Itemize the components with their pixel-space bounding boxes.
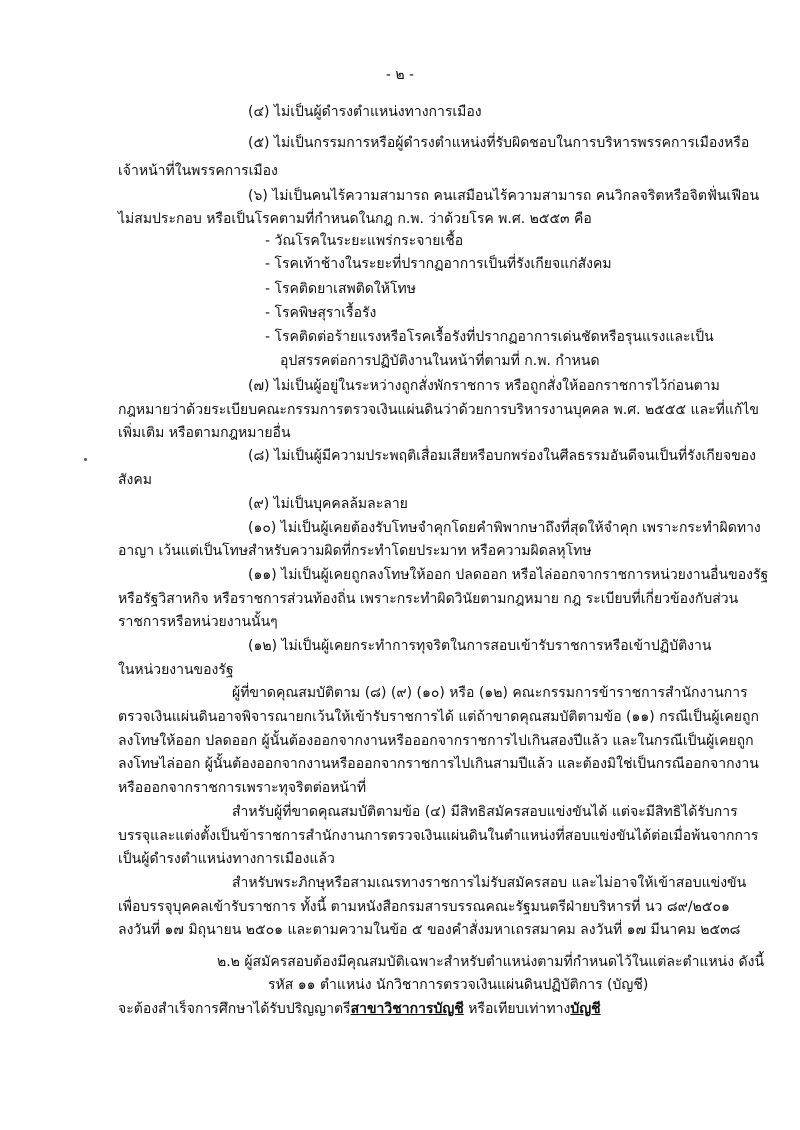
text-line: สำหรับพระภิกษุหรือสามเณรทางราชการไม่รับสมัครสอบ และไม่อาจให้เข้าสอบแข่งขัน (232, 875, 747, 891)
text-line: (๖) ไม่เป็นคนไร้ความสามารถ คนเสมือนไร้ความสามารถ คนวิกลจริตหรือจิตฟั่นเฟือน (248, 188, 760, 204)
text-line: เป็นผู้ดำรงตำแหน่งทางการเมืองแล้ว (118, 851, 335, 867)
final-line-prefix: จะต้องสำเร็จการศึกษาได้รับปริญญาตรี (118, 1001, 351, 1017)
text-line: (๑๐) ไม่เป็นผู้เคยต้องรับโทษจำคุกโดยคำพิพากษาถึงที่สุดให้จำคุก เพราะกระทำผิดทาง (248, 520, 761, 536)
text-line: หรือออกจากราชการเพราะทุจริตต่อหน้าที่ (118, 780, 367, 796)
text-line: ในหน่วยงานของรัฐ (118, 662, 234, 678)
text-line: ลงโทษให้ออก ปลดออก ผู้นั้นต้องออกจากงานหรือออกจากราชการไปเกินสองปีแล้ว และในกรณีเป็นผู้เคยถูก (118, 733, 754, 749)
text-line: ตรวจเงินแผ่นดินอาจพิจารณายกเว้นให้เข้ารับราชการได้ แต่ถ้าขาดคุณสมบัติตามข้อ (๑๑) กรณีเป็นผู้เคยถูก (118, 709, 759, 725)
text-line: บรรจุและแต่งตั้งเป็นข้าราชการสำนักงานการตรวจเงินแผ่นดินในตำแหน่งที่สอบแข่งขันได้ต่อเมื่อพ้นจากการ (118, 828, 759, 844)
list-item: - วัณโรคในระยะแพร่กระจายเชื้อ (265, 233, 464, 249)
text-line: ผู้ที่ขาดคุณสมบัติตาม (๘) (๙) (๑๐) หรือ (๑๒) คณะกรรมการข้าราชการสำนักงานการ (232, 685, 748, 701)
text-line: ราชการหรือหน่วยงานนั้นๆ (118, 614, 278, 630)
text-line: ไม่สมประกอบ หรือเป็นโรคตามที่กำหนดในกฎ ก.พ. ว่าด้วยโรค พ.ศ. ๒๕๕๓ คือ (118, 211, 592, 227)
list-item: - โรคติดต่อร้ายแรงหรือโรคเรื้อรังที่ปรากฏอาการเด่นชัดหรือรุนแรงและเป็น (265, 329, 714, 345)
text-line: รหัส ๑๑ ตำแหน่ง นักวิชาการตรวจเงินแผ่นดินปฏิบัติการ (บัญชี) (268, 977, 649, 993)
list-item: - โรคติดยาเสพติดให้โทษ (265, 281, 416, 297)
scan-speck (84, 458, 87, 461)
text-line: (๑๒) ไม่เป็นผู้เคยกระทำการทุจริตในการสอบเข้ารับราชการหรือเข้าปฏิบัติงาน (248, 638, 712, 654)
text-line: ลงวันที่ ๑๗ มิถุนายน ๒๕๐๑ และตามความในข้อ ๕ ของคำสั่งมหาเถรสมาคม ลงวันที่ ๑๗ มีนาคม ๒๕๓๘ (118, 922, 741, 938)
text-line: เพื่อบรรจุบุคคลเข้ารับราชการ ทั้งนี้ ตามหนังสือกรมสารบรรณคณะรัฐมนตรีฝ่ายบริหารที่ นว ๘๙/๒๕๐๑ (118, 899, 730, 915)
text-line: สำหรับผู้ที่ขาดคุณสมบัติตามข้อ (๔) มีสิทธิสมัครสอบแข่งขันได้ แต่จะมีสิทธิได้รับการ (232, 804, 738, 820)
text-line: (๘) ไม่เป็นผู้มีความประพฤติเสื่อมเสียหรือบกพร่องในศีลธรรมอันดีจนเป็นที่รังเกียจของ (248, 448, 757, 464)
final-requirement-line (118, 1000, 601, 1018)
field-underlined: บัญชี (570, 1001, 601, 1017)
text-line: (๙) ไม่เป็นบุคคลล้มละลาย (248, 496, 408, 512)
text-line: (๔) ไม่เป็นผู้ดำรงตำแหน่งทางการเมือง (248, 104, 482, 120)
major-underlined: สาขาวิชาการบัญชี (350, 1001, 464, 1017)
text-line: (๕) ไม่เป็นกรรมการหรือผู้ดำรงตำแหน่งที่รับผิดชอบในการบริหารพรรคการเมืองหรือ (248, 135, 750, 151)
text-line: เพิ่มเติม หรือตามกฎหมายอื่น (118, 425, 291, 441)
text-line: กฎหมายว่าด้วยระเบียบคณะกรรมการตรวจเงินแผ่นดินว่าด้วยการบริหารงานบุคคล พ.ศ. ๒๕๕๕ และที่แก้ไข (118, 402, 759, 418)
text-line: (๑๑) ไม่เป็นผู้เคยถูกลงโทษให้ออก ปลดออก หรือไล่ออกจากราชการหน่วยงานอื่นของรัฐ (248, 567, 769, 583)
text-line: อาญา เว้นแต่เป็นโทษสำหรับความผิดที่กระทำโดยประมาท หรือความผิดลหุโทษ (118, 543, 592, 559)
text-line: อุปสรรคต่อการปฏิบัติงานในหน้าที่ตามที่ ก.พ. กำหนด (280, 353, 600, 369)
text-line: (๗) ไม่เป็นผู้อยู่ในระหว่างถูกสั่งพักราชการ หรือถูกสั่งให้ออกราชการไว้ก่อนตาม (248, 378, 720, 394)
text-line: หรือรัฐวิสาหกิจ หรือราชการส่วนท้องถิ่น เพราะกระทำผิดวินัยตามกฎหมาย กฎ ระเบียบที่เกี่ยวข้องกับส่วน (118, 591, 739, 607)
list-item: - โรคพิษสุราเรื้อรัง (265, 305, 377, 321)
text-line: สังคม (118, 472, 152, 488)
text-line: เจ้าหน้าที่ในพรรคการเมือง (118, 163, 278, 179)
final-line-middle: หรือเทียบเท่าทาง (463, 1001, 571, 1017)
text-line: ลงโทษไล่ออก ผู้นั้นต้องออกจากงานหรือออกจากราชการไปเกินสามปีแล้ว และต้องมิใช่เป็นกรณีออกจากงาน (118, 756, 759, 772)
page-number: - ๒ - (385, 67, 415, 83)
text-line: ๒.๒ ผู้สมัครสอบต้องมีคุณสมบัติเฉพาะสำหรับตำแหน่งตามที่กำหนดไว้ในแต่ละตำแหน่ง ดังนี้ (217, 954, 765, 970)
list-item: - โรคเท้าช้างในระยะที่ปรากฏอาการเป็นที่รังเกียจแก่สังคม (265, 256, 612, 272)
